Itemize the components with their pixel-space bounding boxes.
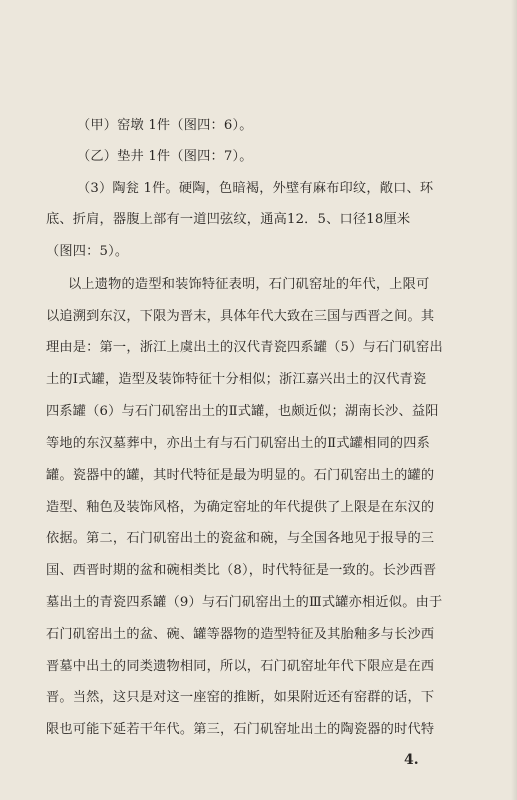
text-line: （乙）垫井 1件（图四：7）。 <box>77 149 253 164</box>
text-line: 限也可能下延若干年代。第三，石门矶窑址出土的陶瓷器的时代特 <box>46 722 435 737</box>
text-line: 以上遗物的造型和装饰特征表明，石门矶窑址的年代，上限可 <box>68 277 430 292</box>
text-line: （甲）窑墩 1件（图四：6）。 <box>77 118 253 133</box>
text-line: 底、折肩，器腹上部有一道凹弦纹，通高12．5、口径18厘米 <box>46 212 411 227</box>
text-line: 等地的东汉墓葬中，亦出土有与石门矶窑出土的Ⅱ式罐相同的四系 <box>46 436 431 451</box>
text-line: 土的Ⅰ式罐，造型及装饰特征十分相似；浙江嘉兴出土的汉代青瓷 <box>46 372 427 387</box>
text-line: 石门矶窑出土的盆、碗、罐等器物的造型特征及其胎釉多与长沙西 <box>46 627 435 642</box>
text-line: 造型、釉色及装饰风格，为确定窑址的年代提供了上限是在东汉的 <box>46 500 435 515</box>
page-number: 4. <box>404 752 419 768</box>
text-line: 四系罐（6）与石门矶窑出土的Ⅱ式罐，也颇近似；湖南长沙、益阳 <box>46 404 439 419</box>
text-line: 晋。当然，这只是对这一座窑的推断，如果附近还有窑群的话，下 <box>46 690 435 705</box>
text-line: 墓出土的青瓷四系罐（9）与石门矶窑出土的Ⅲ式罐亦相近似。由于 <box>46 595 443 610</box>
text-line: 依据。第二，石门矶窑出土的瓷盆和碗，与全国各地见于报导的三 <box>46 531 435 546</box>
text-line: 晋墓中出土的同类遗物相同，所以，石门矶窑址年代下限应是在西 <box>46 659 435 674</box>
text-line: （3）陶瓮 1件。硬陶，色暗褐，外壁有麻布印纹，敞口、环 <box>77 181 434 196</box>
text-line: 罐。瓷器中的罐，其时代特征是最为明显的。石门矶窑出土的罐的 <box>46 468 435 483</box>
text-line: 国、西晋时期的盆和碗相类比（8），时代特征是一致的。长沙西晋 <box>46 563 437 578</box>
text-line: 以追溯到东汉，下限为晋末，具体年代大致在三国与西晋之间。其 <box>46 309 435 324</box>
text-line: 理由是：第一，浙江上虞出土的汉代青瓷四系罐（5）与石门矶窑出 <box>46 340 443 355</box>
text-line: （图四：5）。 <box>46 244 129 259</box>
